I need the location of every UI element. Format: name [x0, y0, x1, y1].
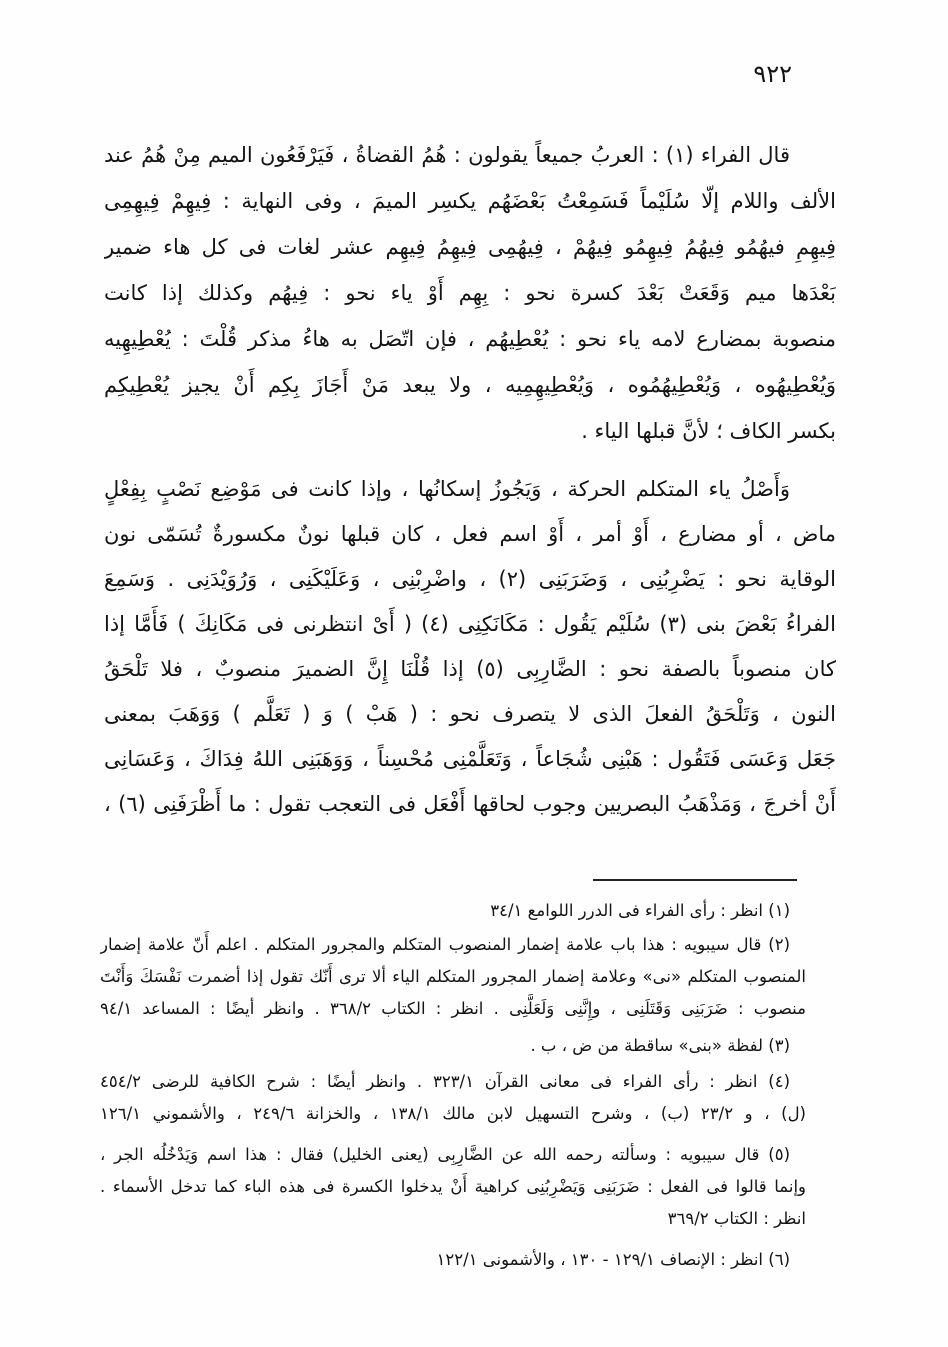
footnote-line: منصوب : ضَرَبَنِى وَقَتَلَنِى ، وإِنَّنِى وَلَعَلَّنِى . انظر : الكتاب ٣٦٨/٢ . وانظر أيضًا : المساعد ٩٤/١: [100, 999, 806, 1018]
footnote-1: [100, 895, 806, 927]
footnote-6: [100, 1244, 806, 1276]
footnote-line: المنصوب المتكلم «نى» وعلامة إضمار المجرور المتكلم الياء ألا ترى أَنّك تقول إذا أضمرت نَفْسَكَ وَأَنْتَ: [100, 967, 806, 986]
text-line: الوقاية نحو : يَضْرِبُنِى ، وَضَرَبَنِى (٢) ، واضْرِبْنِى ، وَعَلَيْكَنِى ، وَرُوَيْدَنِى . وَسَمِعَ: [104, 567, 836, 591]
footnote-line: (٣) لفظة «بنى» ساقطة من ض ، ب .: [530, 1036, 790, 1055]
footnote-line: وإنما قالوا فى الفعل : ضَرَبَنِى وَيَضْرِبُنِى كراهية أَنْ يدخلوا الكسرة فى هذه الباء كما تدخل الأسماء .: [100, 1177, 806, 1196]
footnote-line: (٥) قال سيبويه : وسألته رحمه الله عن الضَّارِبِى (يعنى الخليل) فقال : هذا اسم وَيَدْخُلُه الجر ،: [100, 1145, 790, 1164]
footnote-line: (٦) انظر : الإنصاف ١٢٩/١ - ١٣٠ ، والأشمونى ١٢٢/١: [436, 1250, 790, 1269]
page-number: ٩٢٢: [753, 60, 792, 88]
footnote-2: [100, 929, 806, 1025]
footnote-line: انظر : الكتاب ٣٦٩/٢: [667, 1209, 806, 1228]
text-line: النون ، وَتَلْحَقُ الفعلَ الذى لا يتصرف نحو : ( هَبْ ) وَ ( تَعَلَّم ) وَوَهَبَ بمعنى: [104, 702, 836, 726]
text-line: بَعْدَها ميم وَقَعَتْ بَعْدَ كسرة نحو : بِهِم أَوْ ياء نحو : فِيهُم وكذلك إذا كانت: [104, 281, 836, 305]
footnote-line: (١) انظر : رأى الفراء فى الدرر اللوامع ٣٤/١: [490, 901, 790, 920]
paragraph-2: [104, 467, 836, 827]
text-line: أَنْ أخرجَ ، وَمَذْهَبُ البصريين وجوب لحاقها أَفْعَل فى التعجب تقول : ما أَظْرَفَنِى (٦) ،: [104, 792, 836, 816]
text-line: وَأَصْلُ ياء المتكلم الحركة ، وَيَجُوزُ إسكانُها ، وإذا كانت فى مَوْضِع نَصْبٍ بِفِعْلٍ: [104, 477, 790, 501]
text-line: منصوبة بمضارع لامه ياء نحو : يُعْطِيهُم ، فإن اتّصَل به هاءُ مذكر قُلْتَ : يُعْطِيهِيه: [104, 327, 836, 351]
footnote-line: (٢) قال سيبويه : هذا باب علامة إضمار المنصوب المتكلم والمجرور المتكلم . اعلم أَنّ علامة إضمار: [100, 935, 790, 954]
footnote-separator: [593, 879, 797, 881]
text-line: كان منصوباً بالصفة نحو : الضَّارِبِى (٥) إذا قُلْنَا إِنَّ الضميرَ منصوبٌ ، فلا تَلْحَقُ: [104, 657, 836, 681]
text-line: فِيهِمِ فيهُمُو فِيهُمُ فِيهِمُو فِيهُمْ ، فِيهُمِى فِيهِمُ فِيهِم عشر لغات فى كل هاء ضمير: [104, 235, 836, 259]
text-line: ماض ، أو مضارع ، أَوْ أمر ، أَوْ اسم فعل ، كان قبلها نونٌ مكسورةٌ تُسَمّى نون: [104, 522, 836, 546]
footnote-line: (٤) انظر : رأى الفراء فى معانى القرآن ٣٢٣/١ . وانظر أيضًا : شرح الكافية للرضى ٤٥٤/٢: [100, 1072, 790, 1091]
text-line: جَعَل وَعَسَى فَتَقُول : هَبْنِى شُجَاعاً ، وَتَعَلَّمْنِى مُحْسِناً ، وَوَهَبَنِى اللهُ فِدَاكَ ، وَعَسَانِى: [104, 747, 836, 771]
paragraph-1: [104, 132, 836, 454]
footnote-line: (ل) ، و ٢٣/٢ (ب) ، وشرح التسهيل لابن مالك ١٣٨/١ ، والخزانة ٢٤٩/٦ ، والأشموني ١٢٦/١: [100, 1104, 806, 1123]
text-line: وَيُعْطِيهُوه ، وَيُعْطِيهُمُوه ، وَيُعْطِيهِمِيه ، ولا يبعد مَنْ أَجَازَ بِكِم أَنْ يجيز يُعْطِيكِم: [104, 373, 836, 397]
footnote-5: [100, 1139, 806, 1235]
text-line: بكسر الكاف ؛ لأنَّ قبلها الياء .: [581, 419, 836, 443]
text-line: الألف واللام إلّا سُلَيْماً فَسَمِعْتُ بَعْضَهُم يكسِر الميمَ ، وفى النهاية : فِيهِمْ فِيهِمِى: [104, 189, 836, 213]
footnote-4: [100, 1066, 806, 1130]
text-line: قال الفراء (١) : العربُ جميعاً يقولون : هُمُ القضاةُ ، فَيَرْفَعُون الميم مِنْ هُمُ عند: [104, 143, 790, 167]
footnote-3: [100, 1030, 806, 1062]
text-line: الفراءُ بَعْضَ بنى (٣) سُلَيْم يَقُول : مَكَانَكِنِى (٤) ( أَىْ انتظرنى فى مَكَانِكَ ) فَأَمَّا إذا: [104, 612, 836, 636]
